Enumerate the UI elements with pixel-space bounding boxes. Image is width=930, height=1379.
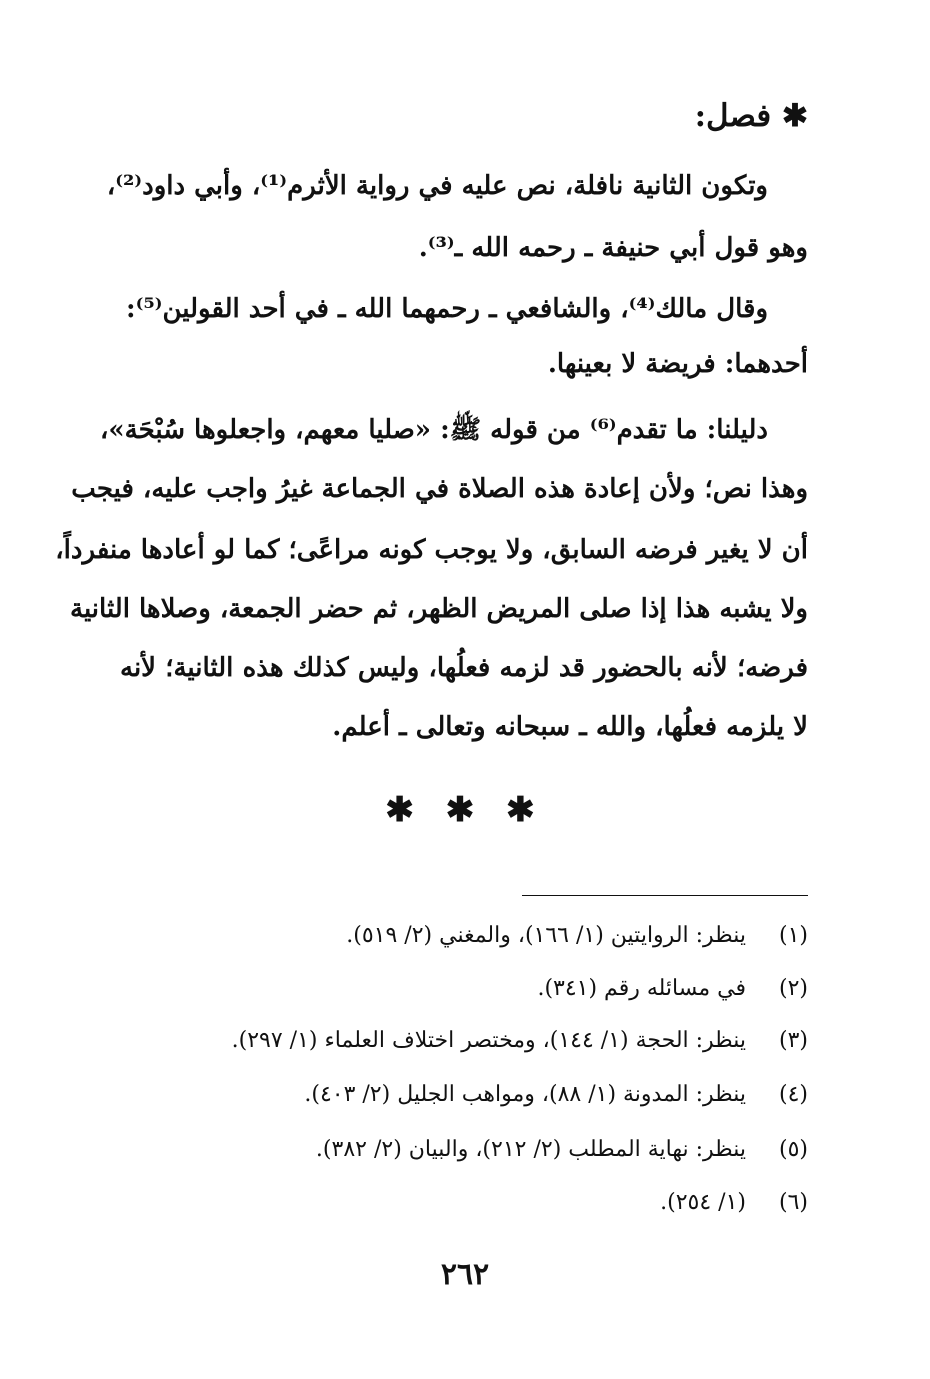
- footnote-text: (١/ ٢٥٤).: [660, 1190, 746, 1215]
- body-line: أن لا يغير فرضه السابق، ولا يوجب كونه مراعًى؛ كما لو أعادها منفرداً،: [55, 535, 808, 565]
- footnote-number: (٣): [778, 1028, 808, 1053]
- section-separator: ✱ ✱ ✱: [385, 790, 545, 830]
- section-heading: ✱ فصل:: [694, 98, 808, 134]
- footnote-text: ينظر: نهاية المطلب (٢/ ٢١٢)، والبيان (٢/ ٣٨٢).: [315, 1137, 746, 1162]
- body-line: دليلنا: ما تقدم⁽⁶⁾ من قوله ﷺ: «صليا معهم، واجعلوها سُبْحَة»،: [99, 415, 768, 445]
- footnote: [120, 1133, 808, 1167]
- body-line: وهو قول أبي حنيفة ـ رحمه الله ـ⁽³⁾.: [418, 233, 808, 263]
- footnote: [120, 1186, 808, 1220]
- footnote: [120, 1078, 808, 1112]
- footnote-number: (٢): [778, 976, 808, 1001]
- footnote: [120, 1024, 808, 1058]
- footnote-number: (٤): [778, 1082, 808, 1107]
- body-line: أحدهما: فريضة لا بعينها.: [547, 349, 808, 379]
- body-line: وتكون الثانية نافلة، نص عليه في رواية الأثرم⁽¹⁾، وأبي داود⁽²⁾،: [106, 171, 768, 201]
- body-line: فرضه؛ لأنه بالحضور قد لزمه فعلُها، وليس كذلك هذه الثانية؛ لأنه: [120, 653, 808, 683]
- footnote-number: (٦): [778, 1190, 808, 1215]
- footnote: [120, 919, 808, 953]
- footnote-text: ينظر: الحجة (١/ ١٤٤)، ومختصر اختلاف العلماء (١/ ٢٩٧).: [231, 1028, 746, 1053]
- footnote-number: (١): [778, 923, 808, 948]
- body-line: وقال مالك⁽⁴⁾، والشافعي ـ رحمهما الله ـ في أحد القولين⁽⁵⁾:: [125, 294, 768, 324]
- footnote-text: ينظر: الروايتين (١/ ١٦٦)، والمغني (٢/ ٥١٩).: [346, 923, 746, 948]
- footnote-divider: [522, 895, 808, 896]
- body-line: ولا يشبه هذا إذا صلى المريض الظهر، ثم حضر الجمعة، وصلاها الثانية: [70, 594, 808, 624]
- body-line: وهذا نص؛ ولأن إعادة هذه الصلاة في الجماعة غيرُ واجب عليه، فيجب: [71, 474, 808, 504]
- page-number: ٢٦٢: [440, 1257, 490, 1292]
- body-line: لا يلزمه فعلُها، والله ـ سبحانه وتعالى ـ أعلم.: [332, 712, 808, 742]
- footnote: [120, 972, 808, 1006]
- footnote-text: ينظر: المدونة (١/ ٨٨)، ومواهب الجليل (٢/ ٤٠٣).: [304, 1082, 746, 1107]
- footnote-number: (٥): [778, 1137, 808, 1162]
- footnote-text: في مسائله رقم (٣٤١).: [537, 976, 746, 1001]
